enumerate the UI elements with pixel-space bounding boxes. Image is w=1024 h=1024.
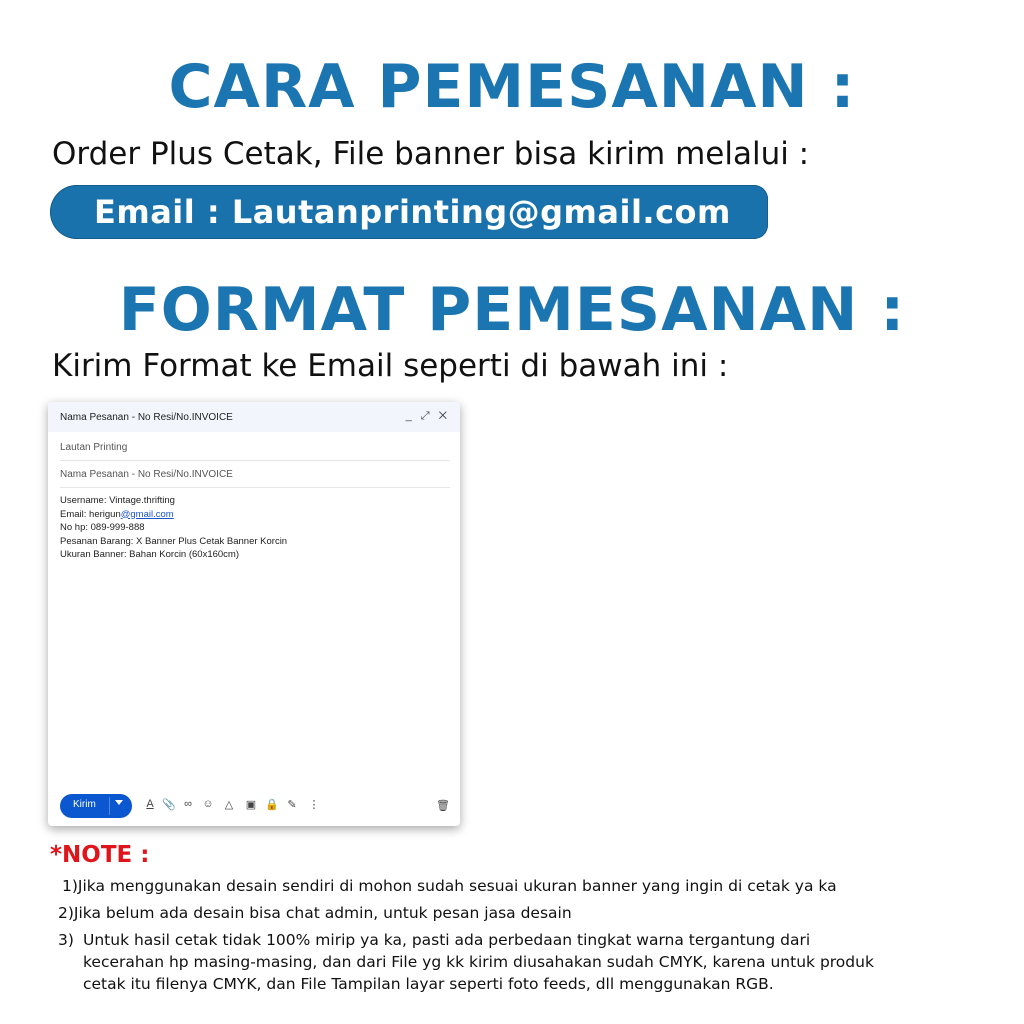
- compose-title: Nama Pesanan - No Resi/No.INVOICE: [60, 412, 233, 423]
- email-banner-text: Email : Lautanprinting@gmail.com: [94, 193, 731, 231]
- drive-icon[interactable]: △: [224, 799, 234, 811]
- format-text-icon[interactable]: A: [146, 798, 154, 810]
- window-controls[interactable]: _ ⤢ ✕: [405, 410, 450, 422]
- message-body[interactable]: [60, 494, 287, 562]
- body-line-username: Username: Vintage.thrifting: [60, 495, 175, 506]
- page-title-format-pemesanan: FORMAT PEMESANAN :: [118, 275, 906, 345]
- note-item-1: 1)Jika menggunakan desain sendiri di mohon sudah sesuai ukuran banner yang ingin di cetak ya ka: [62, 877, 837, 895]
- subject-field[interactable]: [60, 460, 450, 488]
- note-item-3-line-2: kecerahan hp masing-masing, dan dari File yg kk kirim diusahakan sudah CMYK, karena untuk produk: [83, 953, 874, 971]
- note-item-3-number: 3): [58, 931, 74, 949]
- more-icon[interactable]: ⋮: [308, 799, 320, 811]
- subject-field-value: Nama Pesanan - No Resi/No.INVOICE: [60, 469, 233, 480]
- body-line-order: Pesanan Barang: X Banner Plus Cetak Banner Korcin: [60, 535, 288, 547]
- send-button[interactable]: [60, 794, 132, 818]
- photo-icon[interactable]: ▣: [245, 799, 257, 811]
- emoji-icon[interactable]: ☺: [202, 798, 214, 810]
- format-instruction-text: Kirim Format ke Email seperti di bawah ini :: [52, 348, 729, 384]
- body-line-email: Email: herigun@gmail.com: [60, 508, 174, 520]
- note-item-3-line-3: cetak itu filenya CMYK, dan File Tampilan layar seperti foto feeds, dll menggunakan RGB.: [83, 975, 774, 993]
- to-field[interactable]: [60, 433, 450, 461]
- send-options-chevron-icon[interactable]: [115, 800, 123, 805]
- lock-clock-icon[interactable]: 🔒: [265, 799, 279, 811]
- note-item-3-line-1: Untuk hasil cetak tidak 100% mirip ya ka, pasti ada perbedaan tingkat warna tergantung dari: [83, 931, 811, 949]
- page-title-cara-pemesanan: CARA PEMESANAN :: [168, 52, 856, 122]
- compose-header: [48, 402, 460, 432]
- email-banner: [50, 185, 768, 239]
- email-link[interactable]: @gmail.com: [120, 508, 174, 520]
- order-instruction-text: Order Plus Cetak, File banner bisa kirim melalui :: [52, 136, 810, 172]
- attach-icon[interactable]: 📎: [162, 799, 176, 811]
- pen-icon[interactable]: ✎: [287, 799, 297, 811]
- trash-icon[interactable]: 🗑: [436, 800, 450, 812]
- to-field-value: Lautan Printing: [60, 442, 128, 453]
- note-item-3: [83, 929, 874, 995]
- note-item-2: 2)Jika belum ada desain bisa chat admin, untuk pesan jasa desain: [58, 904, 572, 922]
- note-title: *NOTE :: [50, 842, 150, 868]
- body-line-size: Ukuran Banner: Bahan Korcin (60x160cm): [60, 549, 240, 560]
- link-icon[interactable]: ∞: [184, 798, 192, 810]
- send-button-label: Kirim: [73, 799, 96, 810]
- body-line-phone: No hp: 089-999-888: [60, 522, 145, 533]
- email-compose-window: [48, 402, 460, 826]
